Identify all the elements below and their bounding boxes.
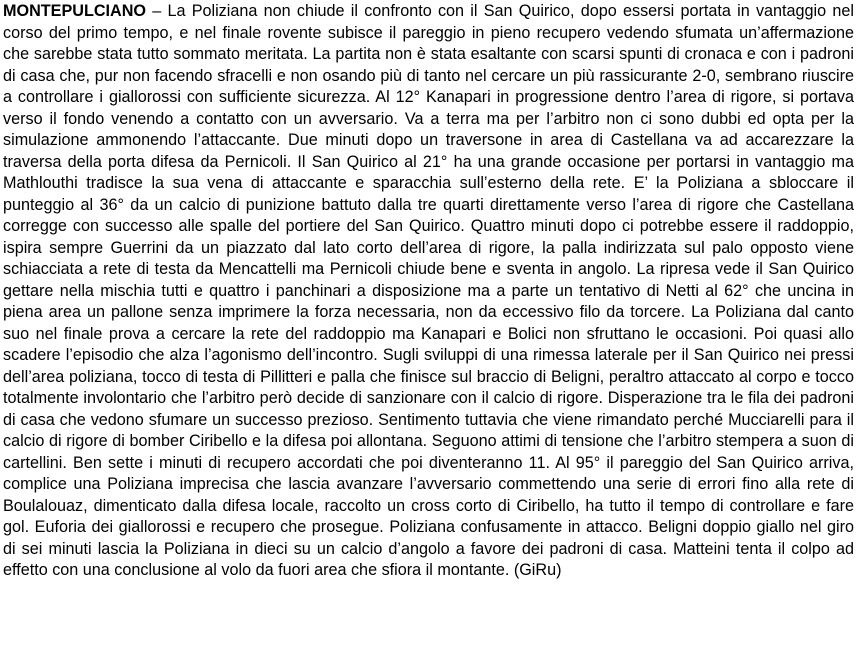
article-body: La Poliziana non chiude il confronto con il San Quirico, dopo essersi portata in vantaggio nel corso del primo tempo, e nel finale rovente subisce il pareggio in pieno recupero vedendo sfumata un’affermazione che sarebbe stata tutto sommato meritata. La partita non è stata esaltante con scarsi spunti di cronaca e con i padroni di casa che, pur non facendo sfracelli e non osando più di tanto nel cercare un più rassicurante 2-0, sembrano riuscire a controllare i giallorossi con sufficiente sicurezza. Al 12° Kanapari in progressione dentro l’area di rigore, si portava verso il fondo venendo a contatto con un avversario. Va a terra ma per l’arbitro non ci sono dubbi ed opta per la simulazione ammonendo l’attaccante. Due minuti dopo un traversone in area di Castellana va ad accarezzare la traversa della porta difesa da Pernicoli. Il San Quirico al 21° ha una grande occasione per portarsi in vantaggio ma Mathlouthi tradisce la sua vena di attaccante e sparacchia sull’esterno della rete. E’ la Poliziana a sbloccare il punteggio al 36° da un calcio di punizione battuto dalla tre quarti direttamente verso l’area di rigore che Castellana corregge con successo alle spalle del portiere del San Quirico. Quattro minuti dopo ci potrebbe essere il raddoppio, ispira sempre Guerrini da un piazzato dal lato corto dell’area di rigore, la palla indirizzata sul palo opposto viene schiacciata a rete di testa da Mencattelli ma Pernicoli chiude bene e sventa in angolo. La ripresa vede il San Quirico gettare nella mischia tutti e quattro i panchinari a disposizione ma a parte un tentativo di Netti al 62° che uncina in piena area un pallone senza imprimere la forza necessaria, non da eccessivo filo da torcere. La Poliziana dal canto suo nel finale prova a cercare la rete del raddoppio ma Kanapari e Bolici non sfruttano le occasioni. Poi quasi allo scadere l’episodio che alza l’agonismo dell’incontro. Sugli sviluppi di una rimessa laterale per il San Quirico nei pressi dell’area poliziana, tocco di testa di Pillitteri e palla che finisce sul braccio di Beligni, peraltro attaccato al corpo e tocco totalmente involontario che l’arbitro però decide di sanzionare con il calcio di rigore. Disperazione tra le fila dei padroni di casa che vedono sfumare un successo prezioso. Sentimento tuttavia che viene rimandato perché Mucciarelli para il calcio di rigore di bomber Ciribello e la difesa poi allontana. Seguono attimi di tensione che l’arbitro stempera a suon di cartellini. Ben sette i minuti di recupero accordati che poi diventeranno 11. Al 95° il pareggio del San Quirico arriva, complice una Poliziana imprecisa che lascia avanzare l’avversario commettendo una serie di errori fino alla rete di Boulalouaz, dimenticato dalla difesa locale, raccolto un cross corto di Ciribello, ha tutto il tempo di controllare e fare gol. Euforia dei giallorossi e recupero che prosegue. Poliziana confusamente in attacco. Beligni doppio giallo nel giro di sei minuti lascia la Poliziana in dieci su un calcio d’angolo a favore dei padroni di casa. Matteini tenta il colpo ad effetto con una conclusione al volo da fuori area che sfiora il montante. (GiRu) bbox=[3, 2, 854, 579]
article-paragraph bbox=[3, 1, 854, 582]
dateline-separator: – bbox=[145, 2, 168, 20]
dateline: MONTEPULCIANO bbox=[3, 2, 146, 20]
